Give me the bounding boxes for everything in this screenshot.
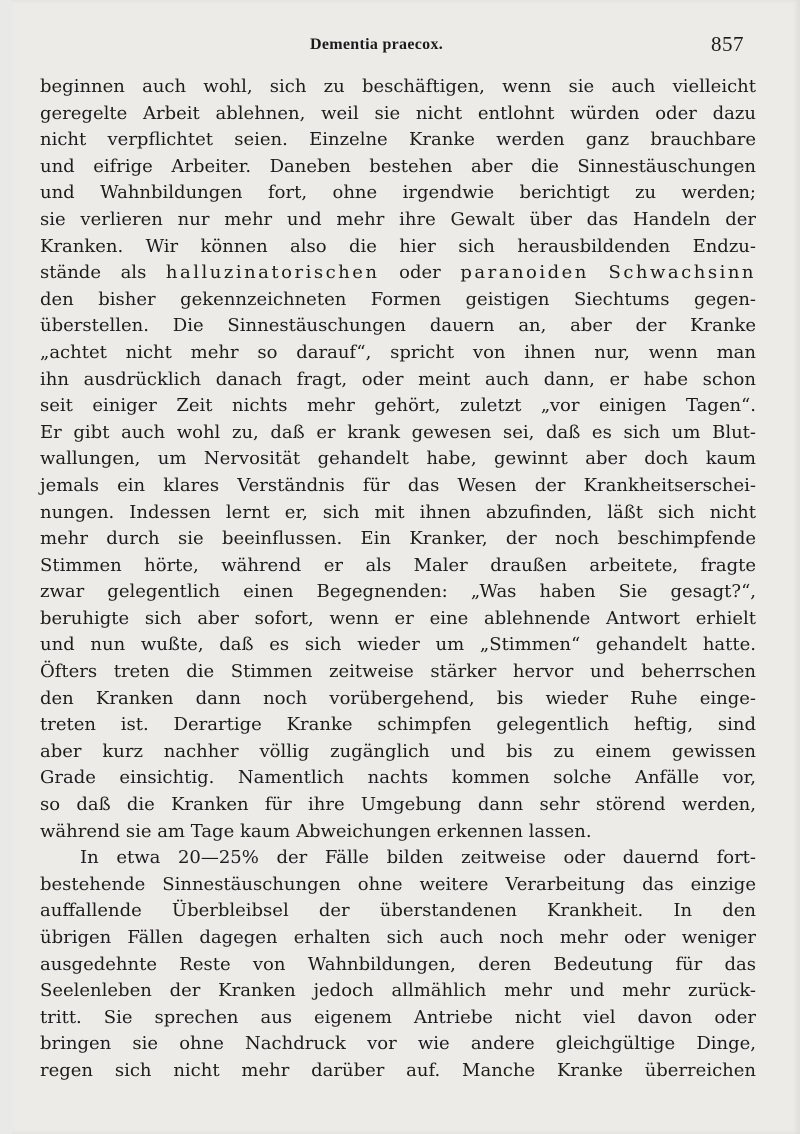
text-line: Kranken. Wir können also die hier sich herausbildenden Endzu- [40, 235, 756, 257]
text-line: und nun wußte, daß es sich wieder um „Stimmen“ gehandelt hatte. [40, 634, 756, 656]
line-segment: stände als [40, 262, 166, 284]
text-line: geregelte Arbeit ablehnen, weil sie nicht entlohnt würden oder dazu [40, 102, 756, 124]
text-line: den bisher gekennzeichneten Formen geistigen Siechtums gegen- [40, 288, 756, 310]
text-line: „achtet nicht mehr so darauf“, spricht von ihnen nur, wenn man [40, 341, 756, 363]
text-line: tritt. Sie sprechen aus eigenem Antriebe nicht viel davon oder [40, 1006, 756, 1028]
running-head [0, 32, 800, 62]
text-line: wallungen, um Nervosität gehandelt habe, gewinnt aber doch kaum [40, 448, 756, 470]
text-line: bringen sie ohne Nachdruck vor wie andere gleichgültige Dinge, [40, 1033, 756, 1055]
text-line: bestehende Sinnestäuschungen ohne weitere Verarbeitung das einzige [40, 873, 756, 895]
running-title: Dementia praecox. [310, 36, 444, 53]
text-line: den Kranken dann noch vorübergehend, bis wieder Ruhe einge- [40, 687, 756, 709]
text-line: Grade einsichtig. Namentlich nachts kommen solche Anfälle vor, [40, 767, 756, 789]
text-line: regen sich nicht mehr darüber auf. Manche Kranke überreichen [40, 1059, 756, 1081]
emphasized-term: Schwachsinn [608, 262, 757, 284]
text-line: ausgedehnte Reste von Wahnbildungen, deren Bedeutung für das [40, 953, 756, 975]
page-number: 857 [711, 32, 744, 56]
text-line: beruhigte sich aber sofort, wenn er eine ablehnende Antwort erhielt [40, 607, 756, 629]
text-line: Stimmen hörte, während er als Maler draußen arbeitete, fragte [40, 554, 756, 576]
text-line: Er gibt auch wohl zu, daß er krank gewesen sei, daß es sich um Blut- [40, 421, 756, 443]
text-line: aber kurz nachher völlig zugänglich und bis zu einem gewissen [40, 740, 756, 762]
text-line: und Wahnbildungen fort, ohne irgendwie berichtigt zu werden; [40, 182, 756, 204]
text-line: nicht verpflichtet seien. Einzelne Kranke werden ganz brauchbare [40, 129, 756, 151]
body-text [40, 74, 756, 1085]
text-line: Seelenleben der Kranken jedoch allmählich mehr und mehr zurück- [40, 980, 756, 1002]
text-line: beginnen auch wohl, sich zu beschäftigen, wenn sie auch vielleicht [40, 76, 756, 97]
text-line: während sie am Tage kaum Abweichungen erkennen lassen. [40, 820, 592, 842]
text-line: seit einiger Zeit nichts mehr gehört, zuletzt „vor einigen Tagen“. [40, 395, 756, 417]
text-line: auffallende Überbleibsel der überstandenen Krankheit. In den [40, 900, 756, 922]
text-line: mehr durch sie beeinflussen. Ein Kranker, der noch beschimpfende [40, 528, 756, 550]
text-line: überstellen. Die Sinnestäuschungen dauern an, aber der Kranke [40, 315, 756, 337]
text-line: zwar gelegentlich einen Begegnenden: „Was haben Sie gesagt?“, [40, 581, 756, 603]
line-segment: oder [379, 262, 461, 284]
line-segment [589, 262, 609, 283]
text-line: ihn ausdrücklich danach fragt, oder meint auch dann, er habe schon [40, 368, 756, 390]
text-line: so daß die Kranken für ihre Umgebung dann sehr störend werden, [40, 794, 756, 816]
emphasized-term: halluzinatorischen [165, 262, 380, 284]
paragraph-2 [40, 845, 756, 1084]
text-line: übrigen Fällen dagegen erhalten sich auch noch mehr oder weniger [40, 927, 756, 948]
text-line: und eifrige Arbeiter. Daneben bestehen aber die Sinnestäuschungen [40, 155, 756, 177]
text-line: In etwa 20—25% der Fälle bilden zeitweise oder dauernd fort- [80, 847, 756, 869]
paragraph-1 [40, 74, 756, 845]
text-line: nungen. Indessen lernt er, sich mit ihnen abzufinden, läßt sich nicht [40, 501, 756, 523]
text-line: treten ist. Derartige Kranke schimpfen gelegentlich heftig, sind [40, 714, 756, 736]
text-line: sie verlieren nur mehr und mehr ihre Gewalt über das Handeln der [40, 208, 756, 230]
text-line: jemals ein klares Verständnis für das Wesen der Krankheitserschei- [40, 474, 756, 496]
emphasized-term: paranoiden [460, 262, 589, 284]
text-line: Öfters treten die Stimmen zeitweise stärker hervor und beherrschen [40, 661, 756, 683]
text-line-spaced [40, 260, 756, 287]
